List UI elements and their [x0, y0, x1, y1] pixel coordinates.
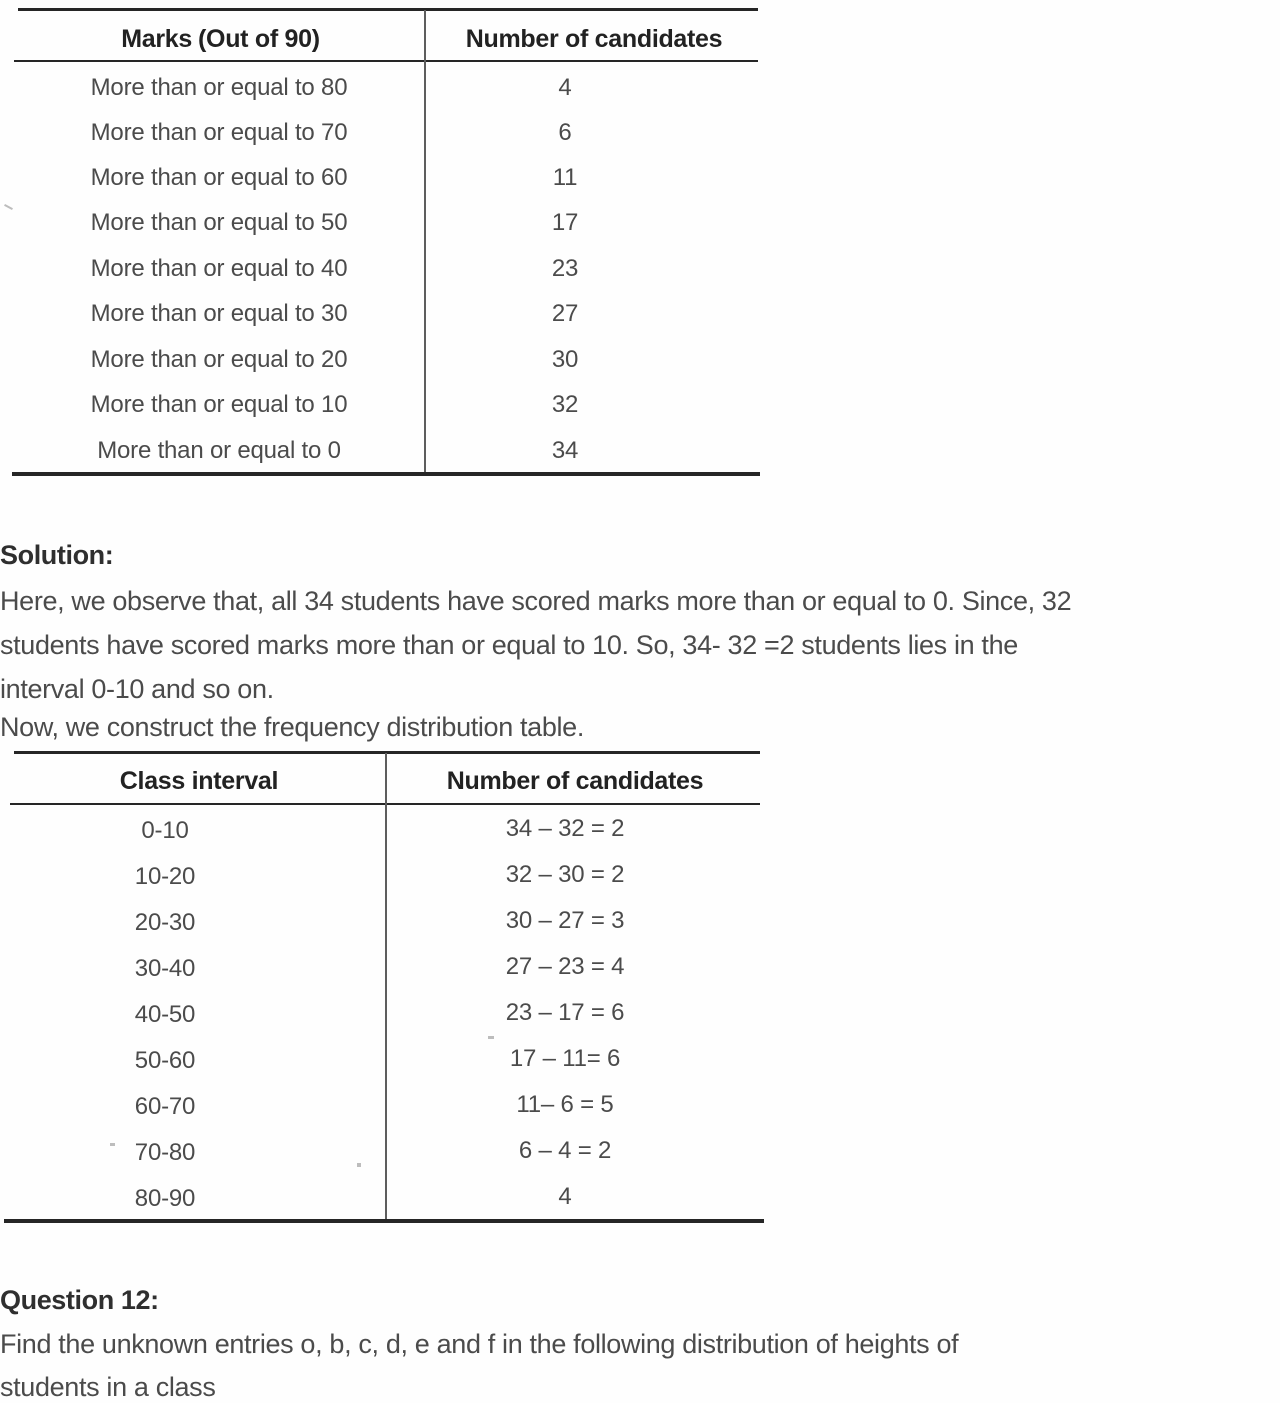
- table2-cell-candidates: 27 – 23 = 4: [505, 953, 625, 980]
- frequency-distribution-table: [0, 745, 770, 1230]
- table2-column-divider: [385, 753, 387, 1220]
- question-line: Find the unknown entries o, b, c, d, e and f in the following distribution of heights of: [0, 1329, 959, 1359]
- table1-cell-candidates: 34: [551, 437, 579, 464]
- table1-cell-candidates: 27: [551, 300, 579, 327]
- table1-cell-marks: More than or equal to 40: [90, 255, 348, 282]
- table1-cell-candidates: 4: [558, 74, 572, 101]
- table1-cell-marks: More than or equal to 30: [90, 300, 348, 327]
- scan-artifact: [110, 1143, 115, 1146]
- table2-cell-interval: 30-40: [134, 955, 196, 982]
- table2-header-candidates: Number of candidates: [446, 767, 704, 795]
- table1-cell-candidates: 23: [551, 255, 579, 282]
- solution-line: Now, we construct the frequency distribution table.: [0, 712, 584, 742]
- table1-header-rule: [14, 60, 758, 62]
- solution-line: interval 0-10 and so on.: [0, 674, 274, 704]
- solution-heading: Solution:: [0, 540, 114, 570]
- table1-bottom-rule: [12, 472, 760, 476]
- table2-cell-interval: 0-10: [141, 817, 189, 844]
- table1-header-marks-main: Marks: [121, 25, 193, 53]
- cumulative-frequency-table: [0, 0, 760, 480]
- table1-cell-candidates: 30: [551, 346, 579, 373]
- table2-top-rule: [14, 751, 760, 754]
- table2-cell-interval: 60-70: [134, 1093, 196, 1120]
- table2-cell-interval: 20-30: [134, 909, 196, 936]
- table2-cell-candidates: 4: [558, 1183, 572, 1210]
- table1-header-candidates: Number of candidates: [465, 25, 723, 53]
- solution-line: students have scored marks more than or equal to 10. So, 34- 32 =2 students lies in the: [0, 630, 1018, 660]
- question-heading: Question 12:: [0, 1285, 159, 1315]
- table1-cell-candidates: 32: [551, 391, 579, 418]
- table1-cell-marks: More than or equal to 80: [90, 74, 348, 101]
- table1-column-divider: [424, 10, 426, 472]
- table1-cell-marks: More than or equal to 20: [90, 346, 348, 373]
- table1-cell-marks: More than or equal to 50: [90, 209, 348, 236]
- table1-top-rule: [18, 8, 758, 11]
- table1-cell-marks: More than or equal to 0: [97, 437, 341, 464]
- table1-cell-marks: More than or equal to 60: [90, 164, 348, 191]
- table1-cell-candidates: 17: [551, 209, 579, 236]
- table1-header-marks: [18, 25, 423, 54]
- table2-cell-candidates: 11– 6 = 5: [516, 1091, 614, 1118]
- scan-artifact: [488, 1036, 494, 1039]
- solution-line: Here, we observe that, all 34 students have scored marks more than or equal to 0. Since, 32: [0, 586, 1072, 616]
- table2-cell-candidates: 30 – 27 = 3: [505, 907, 625, 934]
- table2-header-class-interval: Class interval: [119, 767, 279, 795]
- table1-cell-marks: More than or equal to 70: [90, 119, 348, 146]
- table1-cell-marks: More than or equal to 10: [90, 391, 348, 418]
- table2-cell-candidates: 17 – 11= 6: [509, 1045, 621, 1072]
- table1-cell-candidates: 11: [552, 164, 578, 191]
- table2-cell-candidates: 32 – 30 = 2: [505, 861, 625, 888]
- table2-cell-interval: 70-80: [134, 1139, 196, 1166]
- table2-cell-interval: 50-60: [134, 1047, 196, 1074]
- question-line: students in a class: [0, 1372, 216, 1402]
- table1-header-marks-sub: (Out of 90): [198, 25, 320, 53]
- table1-cell-candidates: 6: [558, 119, 572, 146]
- table2-cell-interval: 40-50: [134, 1001, 196, 1028]
- table2-cell-candidates: 23 – 17 = 6: [505, 999, 625, 1026]
- table2-cell-candidates: 6 – 4 = 2: [518, 1137, 612, 1164]
- scan-artifact: [357, 1163, 361, 1167]
- table2-cell-candidates: 34 – 32 = 2: [505, 815, 625, 842]
- table2-bottom-rule: [4, 1219, 764, 1223]
- table2-cell-interval: 10-20: [134, 863, 196, 890]
- table2-cell-interval: 80-90: [134, 1185, 196, 1212]
